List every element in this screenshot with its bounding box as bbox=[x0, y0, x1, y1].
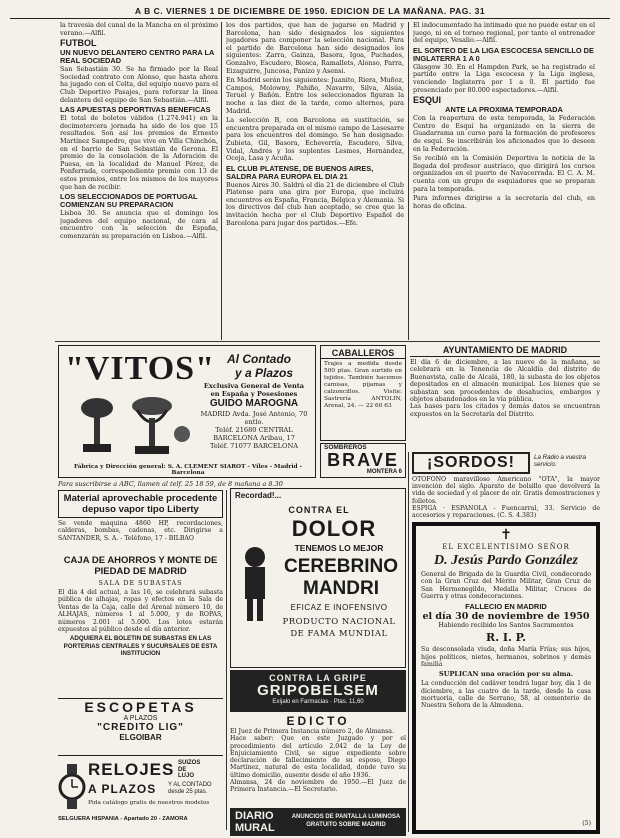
article-text: Glasgow 30. En el Hampden Park, se ha registrado el partido entre la Liga escocesa y la Liga inglesa, venciendo Inglaterra por 1 a 0. El partido fue presenciado por 80.000 espectadores.—Alfil. bbox=[413, 62, 595, 94]
esquela-died: FALLECIO EN MADRID bbox=[465, 602, 547, 612]
article-title: LAS APUESTAS DEPORTIVAS BENEFICAS bbox=[60, 105, 211, 115]
article-text: El total de boletos válidos (1.274.941) en la decimotercera jornada ha sido de los que 15 resultados. Son así los premios de Ernesto Martínez Sampedro, que vive en Villa Chinchón, en el barrio de San Sebastián de Gerona. El premio de la consolación de la Adoración de Puesa, en la localidad de Manuel Pérez, de Ponferrada, correspondiente premio con 13 de estos premios, entre los mismos de los mayores que han de recibir. bbox=[60, 114, 218, 191]
article-text: En Madrid serán los siguientes: Juanito, Riera, Muñoz, Campos, Molowny, Pahiño, Navarro, Silva, Alsúa, Teruel y Bañón. Entre los seleccionados figuran la noche a las diez de la tarde, como alternos, para Madrid. bbox=[226, 76, 404, 115]
esquela-ref: (5) bbox=[582, 820, 591, 827]
sordos-title: ¡SORDOS! bbox=[427, 454, 515, 471]
esquela-text-3: La conducción del cadáver tendrá lugar hoy, día 1 de diciembre, a las cuatro de la tarde, desde la casa mortuoria, calle de Serrano, 58, al cementerio de Nuestra Señora de la Almudena. bbox=[421, 680, 591, 710]
caballeros-ad bbox=[320, 345, 406, 441]
vitos-addr-4: Teléf. 71077 BARCELONA bbox=[209, 442, 298, 450]
relojes-plazos: A PLAZOS bbox=[88, 782, 157, 796]
cerebrino-eficaz: EFICAZ E INOFENSIVO bbox=[290, 603, 388, 612]
esquela bbox=[412, 522, 600, 834]
column-3 bbox=[413, 22, 595, 338]
lead-text: la travesía del canal de la Mancha en el próximo verano.—Alfil. bbox=[60, 22, 218, 37]
cross-icon: ✝ bbox=[500, 527, 512, 543]
relojes-firm: SELGUERA HISPANIA - Apartado 20 - ZAMORA bbox=[58, 816, 188, 822]
vitos-side-2: y a Plazos bbox=[235, 366, 294, 380]
cerebrino-brand-1: CEREBRINO bbox=[283, 556, 398, 577]
article-title: UN NUEVO DELANTERO CENTRO PARA LA REAL SOCIEDAD bbox=[60, 48, 215, 66]
edicto-text-3: Almansa, 24 de noviembre de 1950.—El Juez de Primera Instancia.—El Secretario. bbox=[230, 779, 406, 794]
article-title: LOS SELECCIONADOS DE PORTUGAL COMIENZAN SU PREPARACION bbox=[60, 192, 198, 210]
material-text: Se vende máquina 4860 HP, recordaciones, calderas, bombas, cadenas, etc. Dirigirse a SANTANDER, S. A. - Teléfono, 17 - BILBAO bbox=[58, 520, 223, 542]
vitos-line-1: Exclusiva General de Venta bbox=[203, 382, 305, 390]
gripobelsem-ad bbox=[230, 670, 406, 712]
esquela-ruegan: SUPLICAN una oración por su alma. bbox=[438, 670, 574, 679]
gripo-brand: GRIPOBELSEM bbox=[257, 682, 379, 699]
vitos-side-1: Al Contado bbox=[227, 352, 291, 366]
esquela-date: el día 30 de noviembre de 1950 bbox=[422, 611, 590, 623]
edicto-title: EDICTO bbox=[286, 714, 350, 728]
article-title: EL SORTEO DE LA LIGA ESCOCESA SENCILLO DE INGLATERRA 1 A 0 bbox=[413, 45, 594, 63]
edicto-text: El Juez de Primera Instancia número 2, de Almansa. bbox=[230, 728, 394, 735]
cerebrino-fama: DE FAMA MUNDIAL bbox=[290, 629, 388, 639]
article-text: San Sebastián 30. Se ha firmado por la Real Sociedad contrato con Alonso, que hasta ahora ha jugado con el Celta, del equipo nuevo para el Club Deportivo Pasajes, para reforzar la línea delantera del equipo de San Sebastián.—Alfil. bbox=[60, 65, 218, 104]
brave-addr: MONTERA 6 bbox=[366, 469, 402, 475]
recordad-contra: CONTRA EL bbox=[288, 505, 350, 515]
material-title: Material aprovechable procedente depuso vapor tipo Liberty bbox=[58, 490, 223, 518]
article-text: Lisboa 30. Se anuncia que el domingo los jugadores del equipo nacional, de cara al encuentro con la selección de España, comenzarán su preparación en Lisboa.—Alfil. bbox=[60, 209, 218, 240]
relojes-title: RELOJES bbox=[88, 760, 175, 779]
article-title: ANTE LA PROXIMA TEMPORADA bbox=[445, 105, 563, 115]
caja-title: CAJA DE AHORROS Y MONTE DE PIEDAD DE MADRID bbox=[63, 555, 218, 577]
edicto-notice bbox=[230, 714, 406, 806]
column-1 bbox=[60, 22, 218, 338]
subscription-line: Para suscribirse a ABC, llamen al telf. 25 18 59, de 8 mañana a 8.30 bbox=[58, 480, 283, 488]
caja-sub: SALA DE SUBASTAS bbox=[98, 579, 183, 587]
column-rule bbox=[221, 22, 222, 340]
cerebrino-brand-2: MANDRI bbox=[303, 578, 379, 599]
vitos-brand: GUIDO MAROGNA bbox=[209, 398, 299, 409]
recordad-dolor: DOLOR bbox=[291, 516, 377, 541]
figure-illustration bbox=[235, 545, 275, 623]
column-rule bbox=[408, 22, 409, 340]
ayuntamiento-text: El día 6 de diciembre, a las nueve de la mañana, se celebrará en la Tenencia de Alcaldía del distrito de Buenavista, calle de Alcalá, 180, la subasta de los objetos depositados en el almacén municipal. Los bienes que se subastan son procedentes de desahucios, embargos y objetos abandonados en la vía pública. bbox=[410, 359, 600, 404]
article-text: La selección B, con Barcelona en sustitución, se encuentra preparada en el mismo campo de Lasesarre para los encuentros del domingo. Se han designado: Zubieta, Gil, Basora, Echeverría, Escudero, Silva, Vidal, Andrés y los suplentes Lesmes, Hernández, Oceja, Lasa y Acuña. bbox=[226, 116, 404, 163]
ayuntamiento-title: AYUNTAMIENTO DE MADRID bbox=[410, 345, 600, 357]
vitos-info bbox=[195, 382, 313, 450]
sordos-side: La Radio a vuestra servicio. bbox=[534, 454, 586, 469]
section-rule bbox=[55, 341, 600, 342]
diario-right-2: GRATUITO SOBRE MADRID bbox=[306, 822, 386, 828]
esquela-top: EL EXCELENTISIMO SEÑOR bbox=[442, 543, 570, 551]
caja-notice: ADQUIERA EL BOLETIN DE SUBASTAS EN LAS PORTERIAS CENTRALES Y SUCURSALES DE ESTA INSTITUCION bbox=[63, 635, 218, 658]
escopetas-ad bbox=[58, 698, 223, 756]
sordos-ad bbox=[412, 452, 600, 520]
watch-icon bbox=[58, 764, 86, 810]
sordos-text: OTOFONO maravilloso Americano "OTA", la mayor invención del siglo. Aparato de bolsillo que devolverá la vida de sociedad y el placer de oír. Gratis demostraciones y folletos. bbox=[412, 476, 600, 505]
relojes-suizos: SUIZOS bbox=[178, 760, 201, 766]
caja-text: El día 4 del actual, a las 16, se celebrará subasta pública de alhajas, ropas y efectos en la Sala de Ventas de la Caja, calle del Arenal número 10, de ALHAJAS, números 1 al 5.000, y de ROPAS, números 2.001 al 5.000. Los lotes estarán expuestos al público desde el día anterior. bbox=[58, 589, 223, 634]
sordos-addr: ESPIGA · ESPANOLA - Fuencarral, 33. Servicio de accesorios y reparaciones. (C. S. 4.383) bbox=[412, 505, 600, 520]
esquela-rip: R. I. P. bbox=[486, 631, 526, 645]
escopetas-title: ESCOPETAS bbox=[84, 699, 197, 715]
brave-top: SOMBREROS bbox=[324, 444, 367, 451]
material-ad bbox=[58, 490, 223, 550]
relojes-contado: Y AL CONTADO bbox=[168, 782, 212, 788]
diario-right bbox=[287, 813, 405, 829]
page-header: A B C. VIERNES 1 DE DICIEMBRE DE 1950. EDICION DE LA MAÑANA. PAG. 31 bbox=[10, 4, 610, 19]
caballeros-title: CABALLEROS bbox=[321, 346, 405, 359]
article-title: EL CLUB PLATENSE, DE BUENOS AIRES, SALDRA PARA EUROPA EL DIA 21 bbox=[226, 163, 374, 181]
diario-l2: MURAL bbox=[235, 822, 275, 834]
esquela-text-1: General de Brigada de la Guardia Civil, condecorado con la Gran Cruz del Mérito Militar, Gran Cruz de San Hermenegildo, Medalla Militar, Cruces de Guerra y otras condecoraciones. bbox=[421, 571, 591, 600]
escopetas-brand: "CREDITO LIG" bbox=[97, 722, 184, 733]
article-text: Buenos Aires 30. Saldrá el día 21 de diciembre el Club Platense para una gira por Europa, que incluirá encuentros en España, Francia, Bélgica y Alemania. Si los directivos del club han aceptado, se cree que la invitación hecha por el Club Deportivo Español de Barcelona para jugar dos partidos.—Efe. bbox=[226, 180, 404, 227]
article-text: Con la reapertura de esta temporada, la Federación Centro de Esquí ha organizado en la sierra de Guadarrama un curso para la formación de profesores de esquí. Se inscribirán los aficionados que lo deseen en la Federación. bbox=[413, 114, 595, 153]
section-title-futbol: FUTBOL bbox=[60, 38, 97, 49]
ayuntamiento-text-2: Las bases para los citados y demás datos se encuentran expuestos en la Secretaría del Distrito. bbox=[410, 403, 600, 418]
lamp-illustration bbox=[67, 394, 197, 460]
edicto-text-2: Hace saber: Que en este Juzgado y por el procedimiento del artículo 2.042 de la Ley de Enjuiciamiento Civil, se sigue expediente sobre declaración de fallecimiento de su esposo, Diego Martínez, natural de esta localidad, donde tuvo su último domicilio, ausente desde el año 1936. bbox=[230, 735, 406, 779]
caja-ahorros-notice bbox=[58, 555, 223, 695]
vitos-addr-2: Teléf. 21680 CENTRAL bbox=[215, 426, 293, 434]
esquela-text-2: Su desconsolada viuda, doña María Frías; sus hijos, hijos políticos, nietos, hermanos, sobrinos y demás familia bbox=[421, 646, 591, 669]
esquela-sacr: Habiendo recibido los Santos Sacramentos bbox=[438, 622, 574, 630]
diario-l1: DIARIO bbox=[235, 810, 274, 822]
vitos-addr-3: BARCELONA Aribau, 17 bbox=[213, 434, 295, 442]
relojes-suizos-group bbox=[178, 760, 200, 780]
article-text: Para informes dirigirse a la secretaría del club, en horas de oficina. bbox=[413, 194, 595, 210]
diario-mural-ad bbox=[230, 808, 406, 836]
relojes-ad bbox=[58, 758, 223, 832]
relojes-de: DE bbox=[178, 766, 187, 773]
vitos-footer: Fábrica y Dirección general: S. A. CLEMENT SIAROT - Viles - Madrid - Barcelona bbox=[74, 464, 302, 476]
article-text: El indocumentado ha intimado que no puede estar en el juego, ni en el torneo regional, por tanto el entrenador del equipo, Vesalio.—Alfil. bbox=[413, 22, 595, 45]
vitos-title: "VITOS" bbox=[65, 350, 215, 387]
vitos-line-2: en España y Posesiones bbox=[210, 390, 298, 398]
section-title-esqui: ESQUI bbox=[413, 95, 442, 106]
column-2 bbox=[226, 22, 404, 338]
relojes-contado-group bbox=[168, 782, 212, 796]
recordad-mejor: TENEMOS LO MEJOR bbox=[294, 543, 384, 553]
recordad-top: Recordad!... bbox=[235, 491, 282, 500]
ayuntamiento-notice bbox=[410, 345, 600, 450]
relojes-lujo: LUJO bbox=[178, 773, 195, 779]
vitos-addr-1: MADRID Avda. José Antonio, 70 entlo. bbox=[200, 410, 308, 426]
diario-right-1: ANUNCIOS DE PANTALLA LUMINOSA bbox=[291, 814, 401, 820]
article-text: Se recibió en la Comisión Deportiva la noticia de la llegada del profesor austríaco, que dirigirá los cursos organizados en el puerto de Navacerrada. El C. A. M. cuenta con un grupo de esquiadores que se preparan para la temporada. bbox=[413, 154, 595, 193]
esquela-name: D. Jesús Pardo González bbox=[434, 553, 578, 568]
relojes-desde: desde 25 ptas. bbox=[168, 789, 208, 795]
brave-name: BRAVE bbox=[327, 450, 399, 470]
cerebrino-producto: PRODUCTO NACIONAL bbox=[282, 617, 396, 627]
gripo-line-2: Exíjalo en Farmacias · Ptas. 11,60 bbox=[272, 699, 364, 705]
article-text: los dos partidos, que han de jugarse en Madrid y Barcelona, han sido designados los siguientes jugadores para componer la selección nacional. Para el partido de Barcelona han sido designados los siguientes: Zarra, Gainza, Basora, Igoa, Puchades, Gonzalvo, Escudero, Biosca, Ramallets, Alonso, Parra, Eizaguirre, Juncosa, Panizo y Asensi. bbox=[226, 22, 404, 75]
relojes-info: Pida catálogo gratis de nuestros modelos bbox=[88, 800, 210, 806]
column-rule bbox=[408, 452, 409, 832]
cerebrino-ad bbox=[230, 488, 406, 668]
caballeros-text: Trajes a medida desde 500 ptas. Gran surtido en tejidos. También hacemos camisas, pijamas y calzoncillos. Visite: Sastrería ANTOLIN, Arenal, 24. — 22 60 63 bbox=[324, 361, 402, 409]
escopetas-sub: A PLAZOS bbox=[123, 715, 158, 722]
brave-ad bbox=[320, 443, 406, 478]
column-rule bbox=[226, 490, 227, 830]
escopetas-city: ELGOIBAR bbox=[119, 733, 162, 742]
vitos-ad bbox=[58, 345, 316, 478]
gripo-line-1: CONTRA LA GRIPE bbox=[269, 673, 367, 683]
sordos-title-box bbox=[412, 452, 530, 474]
